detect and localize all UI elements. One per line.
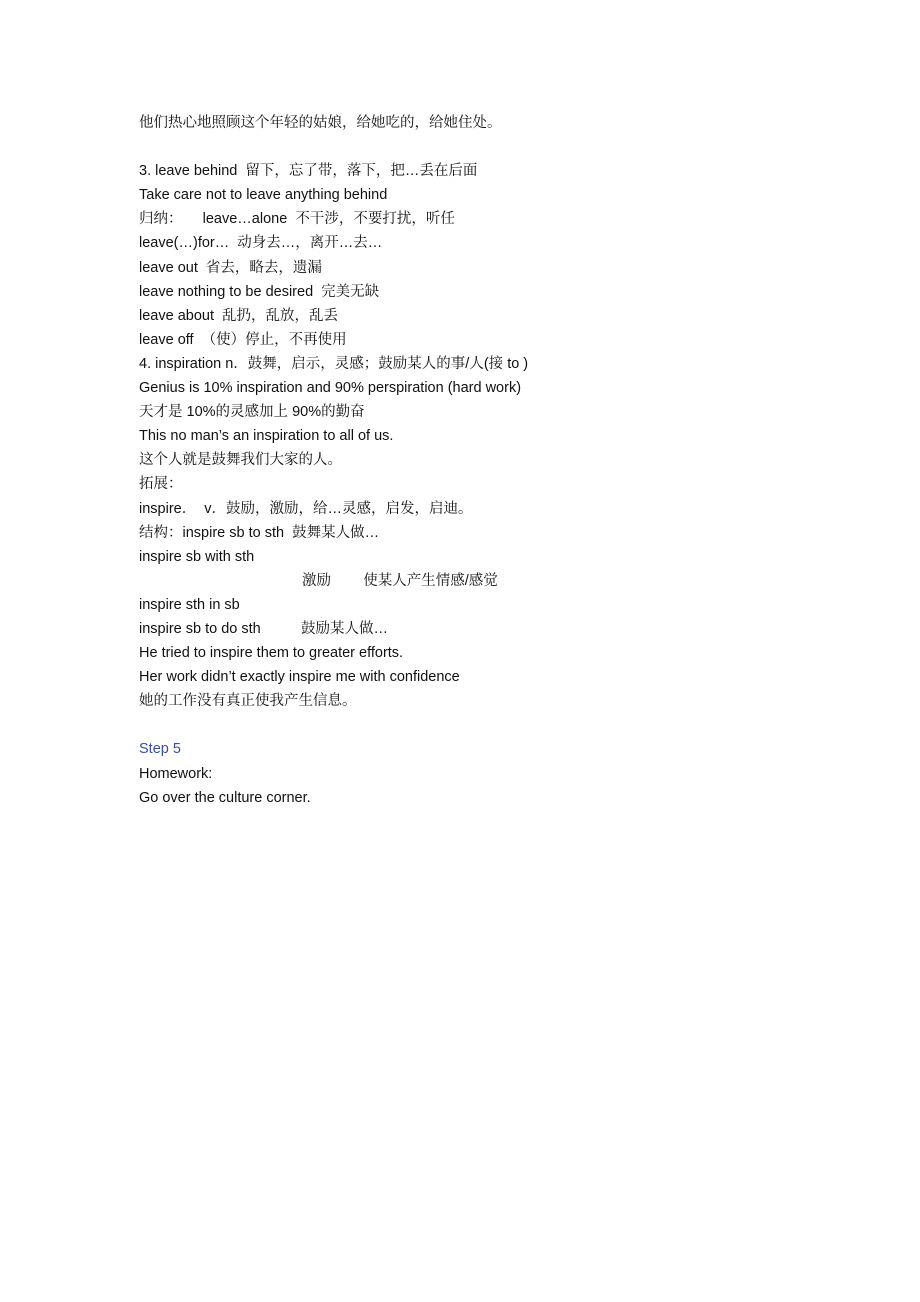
text-line: inspire sb to do sth 鼓励某人做… (139, 620, 388, 637)
text-line: leave out 省去，略去，遗漏 (139, 259, 322, 276)
text-line: 天才是 10%的灵感加上 90%的勤奋 (139, 404, 365, 421)
text-line: 他们热心地照顾这个年轻的姑娘，给她吃的，给她住处。 (139, 115, 502, 131)
text-line: This no man’s an inspiration to all of us. (139, 428, 394, 445)
text-line: leave nothing to be desired 完美无缺 (139, 283, 380, 300)
text-line: inspire sth in sb (139, 596, 240, 613)
document-page (139, 111, 859, 810)
blank-line (139, 135, 859, 159)
text-line: Her work didn’t exactly inspire me with confidence (139, 669, 460, 686)
text-line: 结构：inspire sb to sth 鼓舞某人做… (139, 524, 380, 541)
text-line: Genius is 10% inspiration and 90% perspiration (hard work) (139, 380, 522, 397)
text-line: He tried to inspire them to greater efforts. (139, 645, 404, 662)
blank-line (139, 713, 859, 737)
text-line: leave(…)for… 动身去…，离开…去… (139, 235, 383, 252)
text-line: 她的工作没有真正使我产生信息。 (139, 693, 357, 710)
text-line: 4. inspiration n．鼓舞，启示，灵感；鼓励某人的事/人(接 to ) (139, 355, 529, 372)
homework-text: Go over the culture corner. (139, 789, 311, 806)
step-heading: Step 5 (139, 741, 181, 758)
text-line: leave off （使）停止，不再使用 (139, 331, 347, 348)
homework-label: Homework: (139, 765, 213, 782)
text-line: 这个人就是鼓舞我们大家的人。 (139, 452, 342, 469)
text-line: 归纳： leave…alone 不干涉，不要打扰，听任 (139, 211, 455, 228)
text-line: 激励 使某人产生情感/感觉 (302, 572, 498, 589)
text-line: 3. leave behind 留下，忘了带，落下，把…丢在后面 (139, 163, 478, 180)
text-line: Take care not to leave anything behind (139, 187, 388, 204)
text-line: inspire． v．鼓励，激励，给…灵感，启发，启迪。 (139, 500, 473, 517)
text-line: leave about 乱扔，乱放，乱丢 (139, 307, 339, 324)
text-line: 拓展： (139, 476, 183, 493)
text-line: inspire sb with sth (139, 548, 255, 565)
